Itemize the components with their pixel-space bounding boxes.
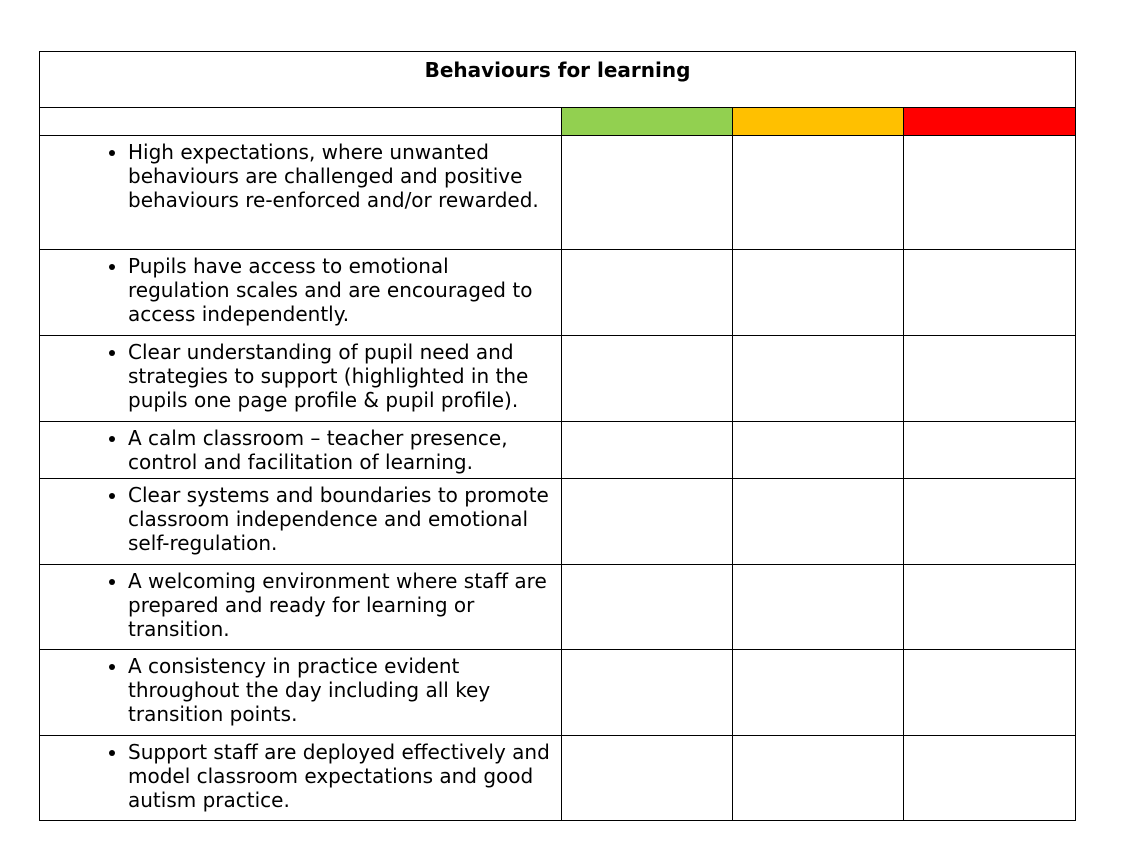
table-row	[40, 422, 1076, 479]
rating-key-row	[40, 108, 1076, 136]
criterion-text: • High expectations, where unwanted behaviours are challenged and positive behaviours re-enforced and/or rewarded.	[128, 140, 555, 212]
criterion-cell	[40, 479, 562, 565]
table-row	[40, 650, 1076, 736]
amber-rating-cell[interactable]	[733, 336, 904, 422]
criterion-text: • Clear understanding of pupil need and strategies to support (highlighted in the pupils one page profile & pupil profile).	[128, 340, 555, 412]
red-rating-cell[interactable]	[904, 422, 1076, 479]
amber-rating-cell[interactable]	[733, 650, 904, 736]
amber-rating-cell[interactable]	[733, 479, 904, 565]
red-rating-cell[interactable]	[904, 736, 1076, 821]
criterion-text: • A consistency in practice evident throughout the day including all key transition points.	[128, 654, 555, 726]
green-rating-cell[interactable]	[562, 479, 733, 565]
table-row	[40, 736, 1076, 821]
green-rating-cell[interactable]	[562, 736, 733, 821]
rating-key-green	[562, 108, 733, 136]
criterion-cell	[40, 136, 562, 250]
criterion-cell	[40, 336, 562, 422]
amber-rating-cell[interactable]	[733, 250, 904, 336]
criterion-text: • A welcoming environment where staff are prepared and ready for learning or transition.	[128, 569, 555, 641]
table-row	[40, 336, 1076, 422]
red-swatch	[904, 108, 1075, 135]
green-swatch	[562, 108, 732, 135]
green-rating-cell[interactable]	[562, 650, 733, 736]
red-rating-cell[interactable]	[904, 479, 1076, 565]
rating-key-red	[904, 108, 1076, 136]
criterion-cell	[40, 250, 562, 336]
criterion-cell	[40, 565, 562, 650]
criterion-cell	[40, 422, 562, 479]
criterion-text: • Clear systems and boundaries to promote classroom independence and emotional self-regulation.	[128, 483, 555, 555]
behaviours-table	[39, 51, 1076, 821]
red-rating-cell[interactable]	[904, 650, 1076, 736]
red-rating-cell[interactable]	[904, 565, 1076, 650]
green-rating-cell[interactable]	[562, 250, 733, 336]
table-row	[40, 136, 1076, 250]
green-rating-cell[interactable]	[562, 565, 733, 650]
green-rating-cell[interactable]	[562, 422, 733, 479]
criterion-text: • Support staff are deployed effectively and model classroom expectations and good autism practice.	[128, 740, 555, 812]
red-rating-cell[interactable]	[904, 336, 1076, 422]
amber-rating-cell[interactable]	[733, 736, 904, 821]
table-row	[40, 479, 1076, 565]
rating-key-label-cell	[40, 108, 562, 136]
green-rating-cell[interactable]	[562, 336, 733, 422]
title-row	[40, 52, 1076, 108]
red-rating-cell[interactable]	[904, 136, 1076, 250]
criterion-cell	[40, 736, 562, 821]
table-row	[40, 565, 1076, 650]
green-rating-cell[interactable]	[562, 136, 733, 250]
red-rating-cell[interactable]	[904, 250, 1076, 336]
amber-rating-cell[interactable]	[733, 565, 904, 650]
criterion-cell	[40, 650, 562, 736]
criterion-text: • Pupils have access to emotional regulation scales and are encouraged to access independently.	[128, 254, 555, 326]
table-title: Behaviours for learning	[40, 52, 1076, 108]
rating-key-amber	[733, 108, 904, 136]
table-row	[40, 250, 1076, 336]
amber-swatch	[733, 108, 903, 135]
amber-rating-cell[interactable]	[733, 136, 904, 250]
criterion-text: • A calm classroom – teacher presence, control and facilitation of learning.	[128, 426, 555, 474]
amber-rating-cell[interactable]	[733, 422, 904, 479]
